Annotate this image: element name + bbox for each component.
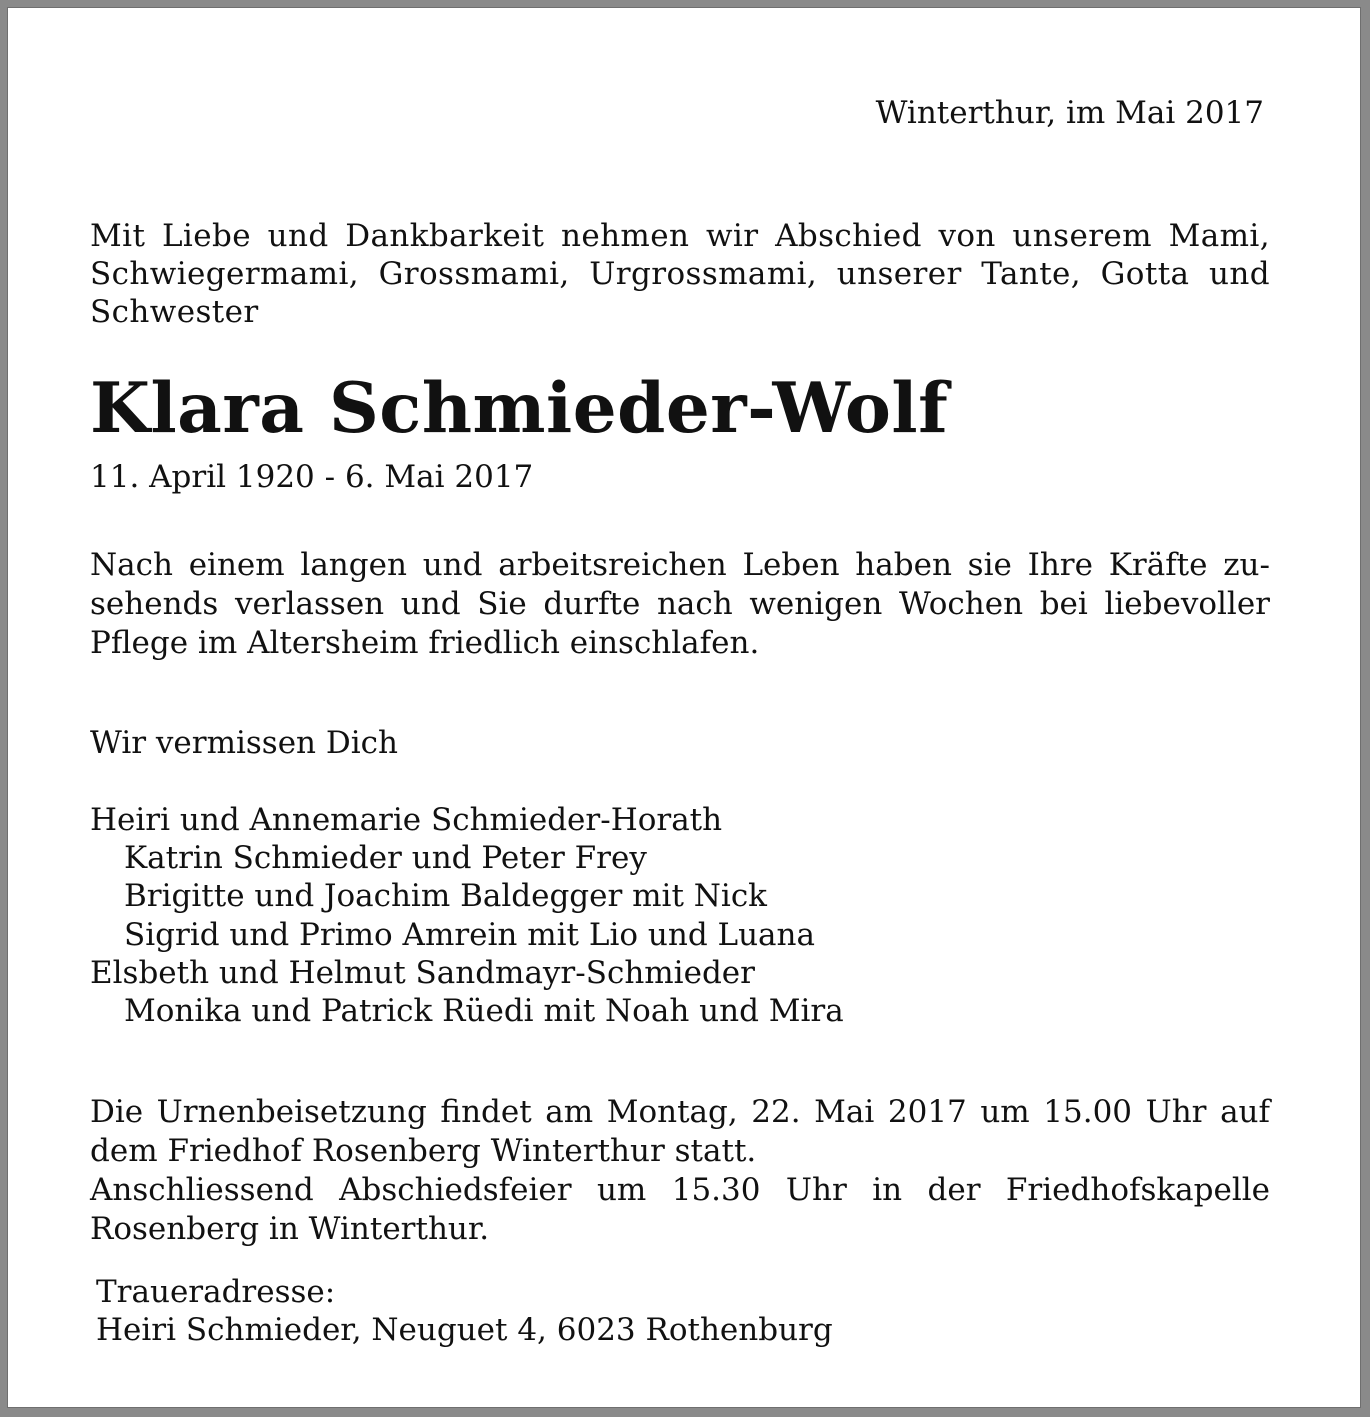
ceremony-line: dem Friedhof Rosenberg Winterthur statt. <box>90 1133 757 1169</box>
family-member: Brigitte und Joachim Baldegger mit Nick <box>124 878 767 915</box>
intro-text: Mit Liebe und Dankbarkeit nehmen wir Abschied von unserem Mami, Schwiegermami, Grossmami, Urgrossmami, unserer Tante, Gotta und Schwester <box>90 218 1270 330</box>
place-date: Winterthur, im Mai 2017 <box>875 95 1264 131</box>
family-member: Heiri und Annemarie Schmieder-Horath <box>90 802 723 838</box>
paragraph-line: Nach einem langen und arbeitsreichen Leben haben sie Ihre Kräfte zu- <box>90 547 1270 583</box>
family-member: Katrin Schmieder und Peter Frey <box>124 840 647 877</box>
address-label: Traueradresse: <box>96 1274 336 1310</box>
family-member: Elsbeth und Helmut Sandmayr-Schmieder <box>90 954 755 991</box>
family-member: Monika und Patrick Rüedi mit Noah und Mira <box>124 993 844 1030</box>
address-text: Heiri Schmieder, Neuguet 4, 6023 Rothenburg <box>96 1312 833 1348</box>
deceased-name: Klara Schmieder-Wolf <box>90 368 949 449</box>
paragraph-line: sehends verlassen und Sie durfte nach wenigen Wochen bei liebevoller <box>90 586 1270 622</box>
family-list <box>90 801 844 1030</box>
ceremony-line: Rosenberg in Winterthur. <box>90 1211 490 1247</box>
life-dates: 11. April 1920 - 6. Mai 2017 <box>90 459 534 495</box>
ceremony-line: Die Urnenbeisetzung findet am Montag, 22. Mai 2017 um 15.00 Uhr auf <box>90 1094 1270 1130</box>
family-member: Sigrid und Primo Amrein mit Lio und Luana <box>124 916 815 953</box>
ceremony-line: Anschliessend Abschiedsfeier um 15.30 Uhr in der Friedhofskapelle <box>90 1172 1270 1208</box>
mourning-address <box>96 1273 833 1349</box>
obituary-notice <box>8 8 1360 1407</box>
miss-you-text: Wir vermissen Dich <box>90 725 398 761</box>
paragraph-line: Pflege im Altersheim friedlich einschlafen. <box>90 625 760 661</box>
